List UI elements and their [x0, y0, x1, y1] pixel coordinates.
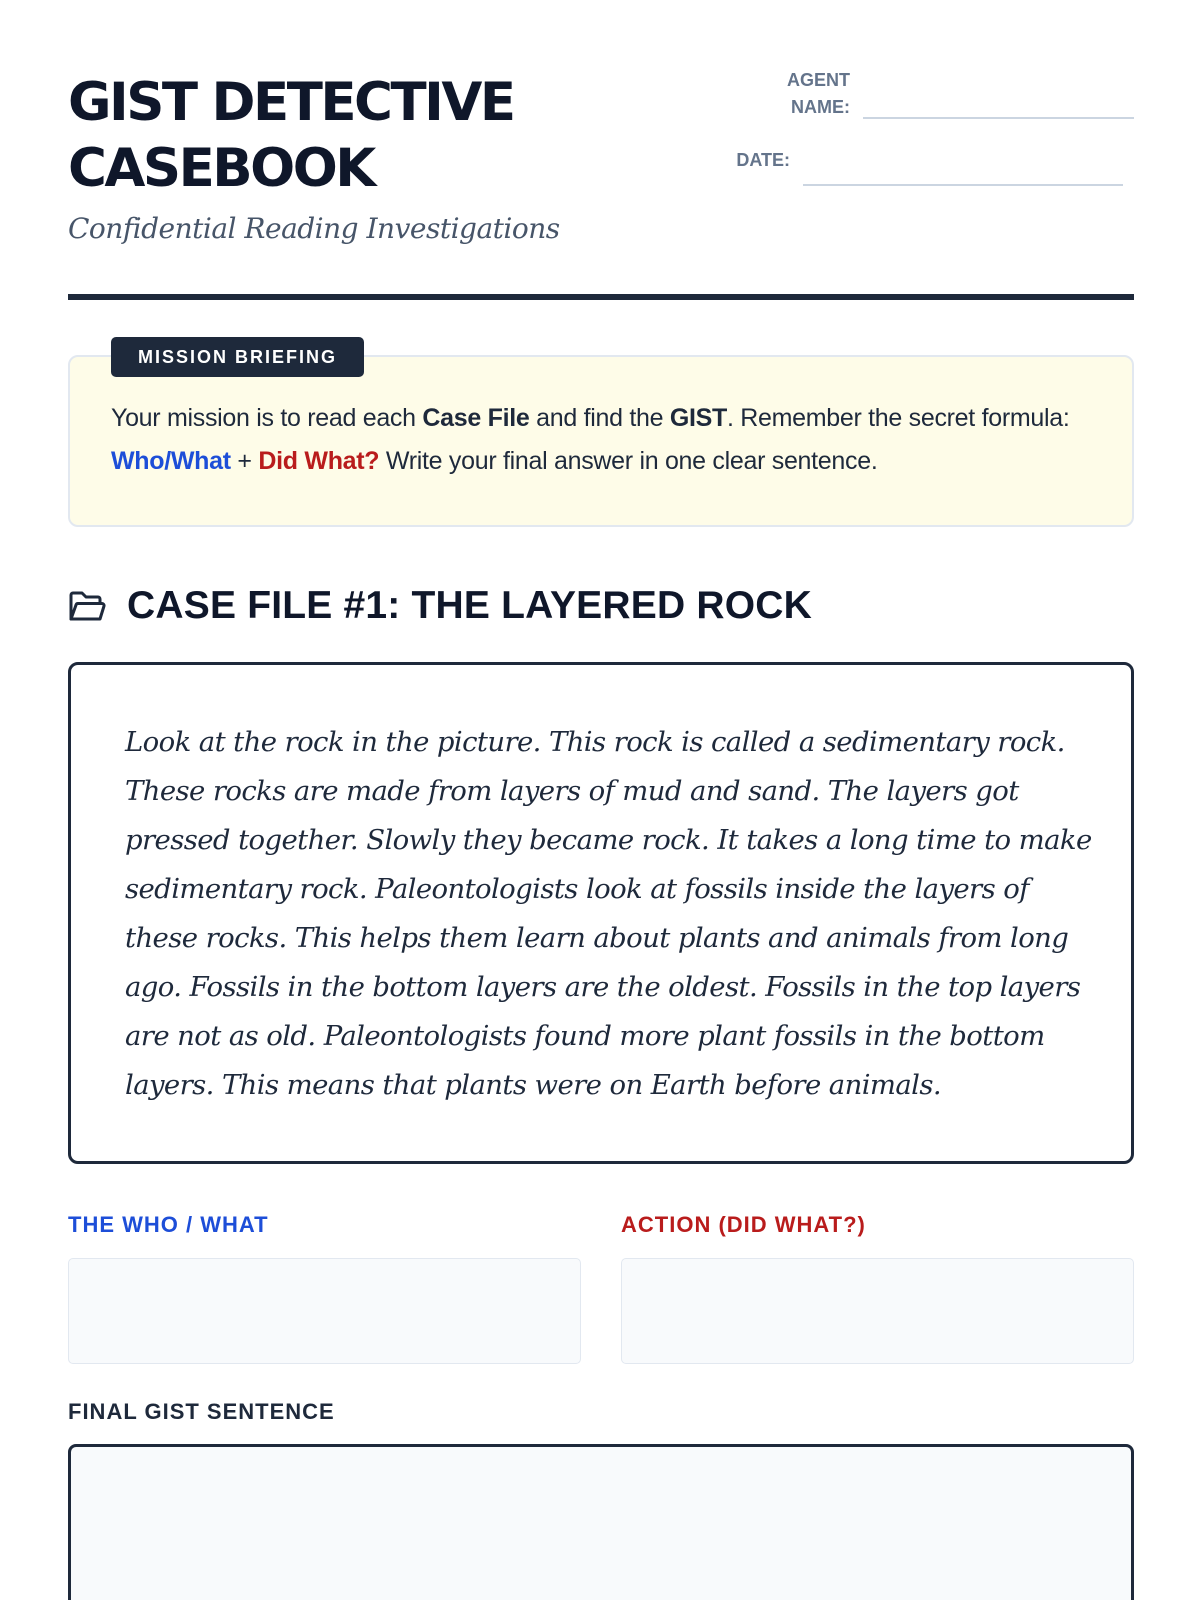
briefing-bold-gist: GIST [669, 404, 727, 432]
mission-briefing-badge: MISSION BRIEFING [111, 337, 364, 377]
agent-name-label [742, 67, 850, 121]
formula-who-what: Who/What [111, 447, 231, 475]
folder-open-icon [68, 590, 106, 624]
briefing-bold-case-file: Case File [422, 404, 530, 432]
action-input[interactable] [621, 1258, 1134, 1364]
agent-label-line-2: NAME: [791, 97, 850, 117]
passage-text: Look at the rock in the picture. This rock is called a sedimentary rock. These rocks are made from layers of mud and sand. The layers got pressed together. Slowly they became rock. It takes a long time to make sedimentary rock. Paleontologists look at fossils inside the layers of these rocks. This helps them learn about plants and animals from long ago. Fossils in the bottom layers are the oldest. Fossils in the top layers are not as old. Paleontologists found more plant fossils in the bottom layers. This means that plants were on Earth before animals. [125, 726, 1092, 1101]
who-what-label: THE WHO / WHAT [68, 1212, 269, 1237]
formula-plus: + [230, 447, 259, 475]
briefing-text-2: and find the [529, 404, 670, 432]
title-line-1: GIST DETECTIVE [68, 72, 514, 133]
action-label: ACTION (DID WHAT?) [621, 1212, 866, 1237]
briefing-text-1: Your mission is to read each [111, 404, 423, 432]
formula-did-what: Did What? [258, 447, 380, 475]
title-line-2: CASEBOOK [68, 138, 374, 199]
agent-label-line-1: AGENT [787, 70, 850, 90]
agent-name-field[interactable] [863, 117, 1134, 119]
final-gist-label: FINAL GIST SENTENCE [68, 1399, 335, 1424]
date-label: DATE: [736, 150, 790, 170]
briefing-text-4: Write your final answer in one clear sentence. [379, 447, 878, 475]
header-divider [68, 294, 1134, 300]
page-subtitle: Confidential Reading Investigations [68, 212, 560, 245]
mission-briefing-text [111, 397, 1111, 483]
case-file-title: CASE FILE #1: THE LAYERED ROCK [127, 584, 812, 627]
date-field[interactable] [803, 184, 1123, 186]
briefing-text-3: . Remember the secret formula: [726, 404, 1070, 432]
final-gist-input[interactable] [68, 1444, 1134, 1600]
who-what-input[interactable] [68, 1258, 581, 1364]
page-title [68, 70, 514, 202]
